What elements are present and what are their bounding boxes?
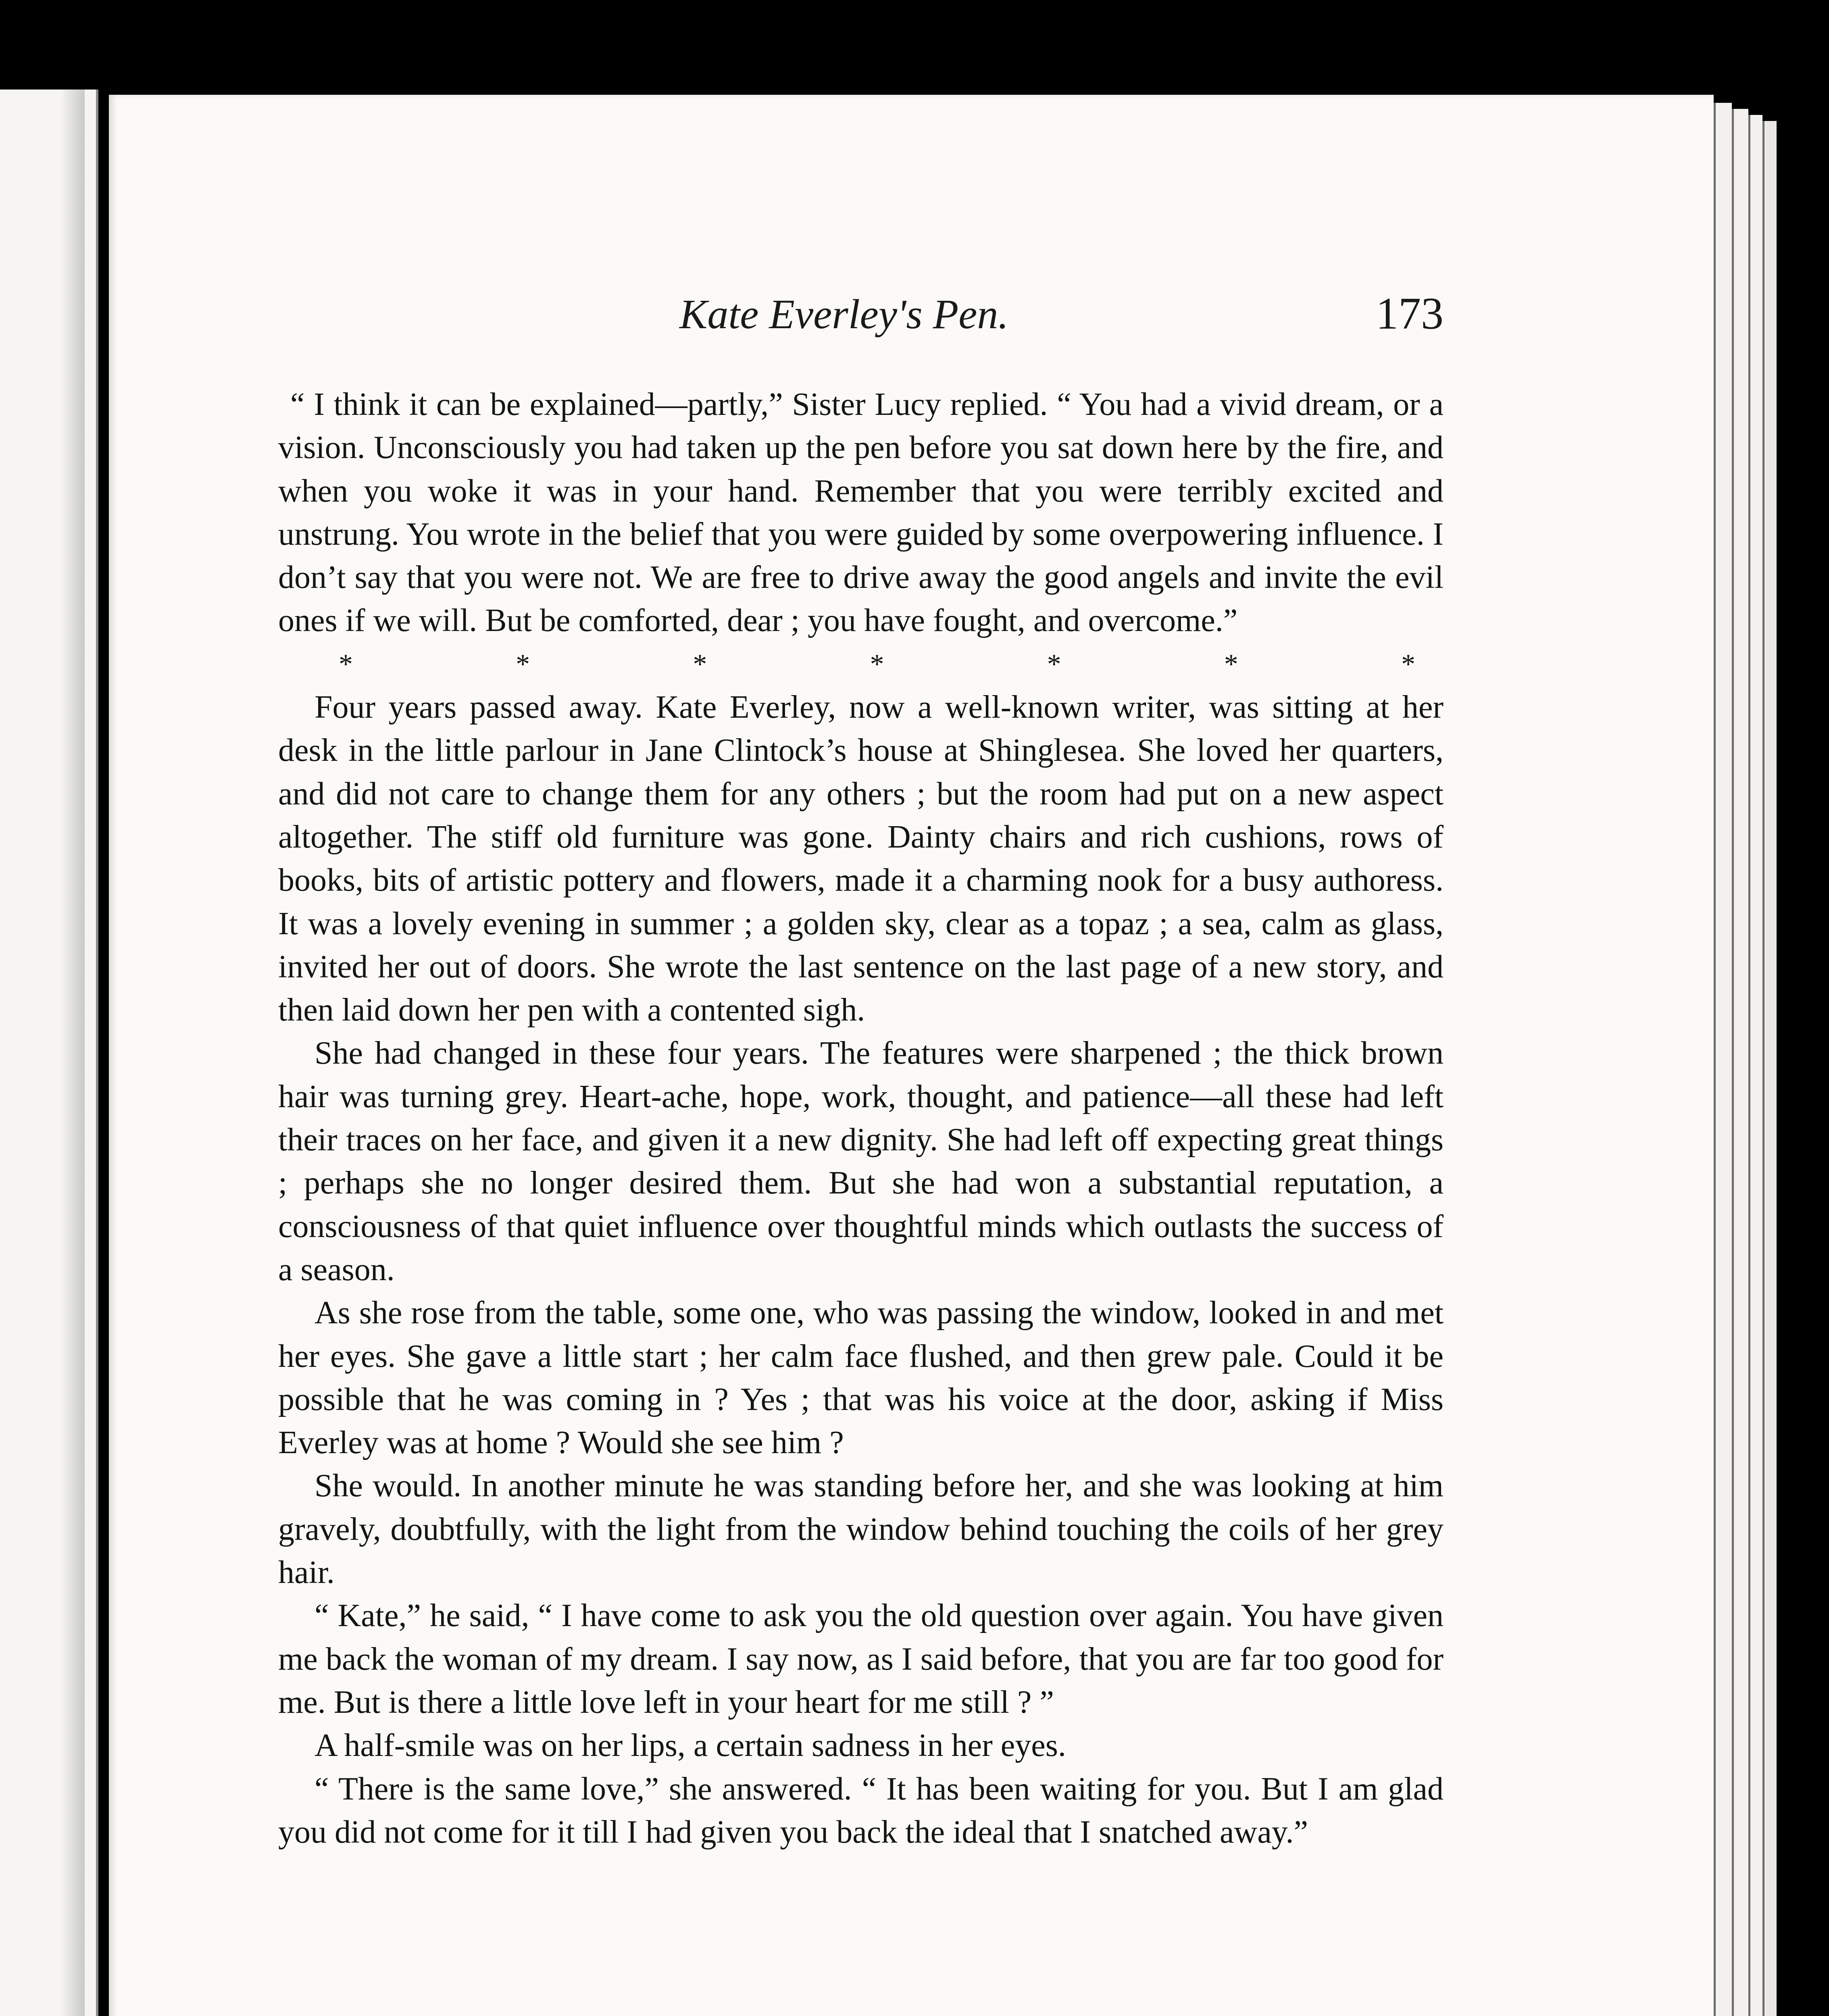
page-edge <box>1732 109 1748 2016</box>
left-page-gutter <box>60 90 85 2016</box>
section-break-asterisk: * <box>516 648 530 680</box>
paragraph: As she rose from the table, some one, who was passing the window, looked in and met her eyes. She gave a little start ; her calm face flushed, and then grew pale. Could it be possible that he was coming in ? Yes ; that was his voice at the door, asking if Miss Everley was at home ? Would she see him ? <box>278 1295 1444 1461</box>
section-break-asterisk: * <box>1401 648 1415 680</box>
page-edge <box>1714 103 1732 2016</box>
paragraph: Four years passed away. Kate Everley, now a well-known writer, was sitting at her desk in the little parlour in Jane Clintock’s house at Shinglesea. She loved her quarters, and did not care to change them for any others ; but the room had put on a new aspect altogether. The stiff old furniture was gone. Dainty chairs and rich cushions, rows of books, bits of artistic pottery and flowers, made it a charming nook for a busy authoress. It was a lovely evening in summer ; a golden sky, clear as a topaz ; a sea, calm as glass, invited her out of doors. She wrote the last sentence on the last page of a new story, and then laid down her pen with a contented sigh. <box>278 689 1444 1028</box>
paragraph: A half-smile was on her lips, a certain sadness in her eyes. <box>315 1728 1066 1764</box>
page-number: 173 <box>1376 289 1444 339</box>
section-break-asterisk: * <box>693 648 707 680</box>
running-head <box>161 290 1444 351</box>
section-break-asterisk: * <box>1047 648 1061 680</box>
section-break-asterisk: * <box>339 648 353 680</box>
body-text <box>278 383 1444 1854</box>
paragraph: She would. In another minute he was standing before her, and she was looking at him gravely, doubtfully, with the light from the window behind touching the coils of her grey hair. <box>278 1468 1444 1591</box>
running-title: Kate Everley's Pen. <box>679 291 1009 337</box>
page-edge <box>1748 115 1762 2016</box>
section-break <box>278 643 1444 686</box>
section-break-asterisk: * <box>1224 648 1238 680</box>
paragraph: “ Kate,” he said, “ I have come to ask you the old question over again. You have given me back the woman of my dream. I say now, as I said before, that you are far too good for me. But is there a little love left in your heart for me still ? ” <box>278 1598 1444 1720</box>
paragraph: “ I think it can be explained—partly,” Sister Lucy replied. “ You had a vivid dream, or a vision. Unconsciously you had taken up the pen before you sat down here by the fire, and when you woke it was in your hand. Remember that you were terribly excited and unstrung. You wrote in the belief that you were guided by some overpowering influence. I don’t say that you were not. We are free to drive away the good angels and invite the evil ones if we will. But be comforted, dear ; you have fought, and overcome.” <box>278 387 1444 639</box>
paragraph: “ There is the same love,” she answered. “ It has been waiting for you. But I am glad you did not come for it till I had given you back the ideal that I snatched away.” <box>278 1771 1444 1850</box>
page-edge <box>1762 121 1777 2016</box>
paragraph: She had changed in these four years. The features were sharpened ; the thick brown hair was turning grey. Heart-ache, hope, work, thought, and patience—all these had left their traces on her face, and given it a new dignity. She had left off expecting great things ; perhaps she no longer desired them. But she had won a substantial reputation, a consciousness of that quiet influence over thoughtful minds which outlasts the success of a season. <box>278 1035 1444 1287</box>
section-break-asterisk: * <box>870 648 884 680</box>
